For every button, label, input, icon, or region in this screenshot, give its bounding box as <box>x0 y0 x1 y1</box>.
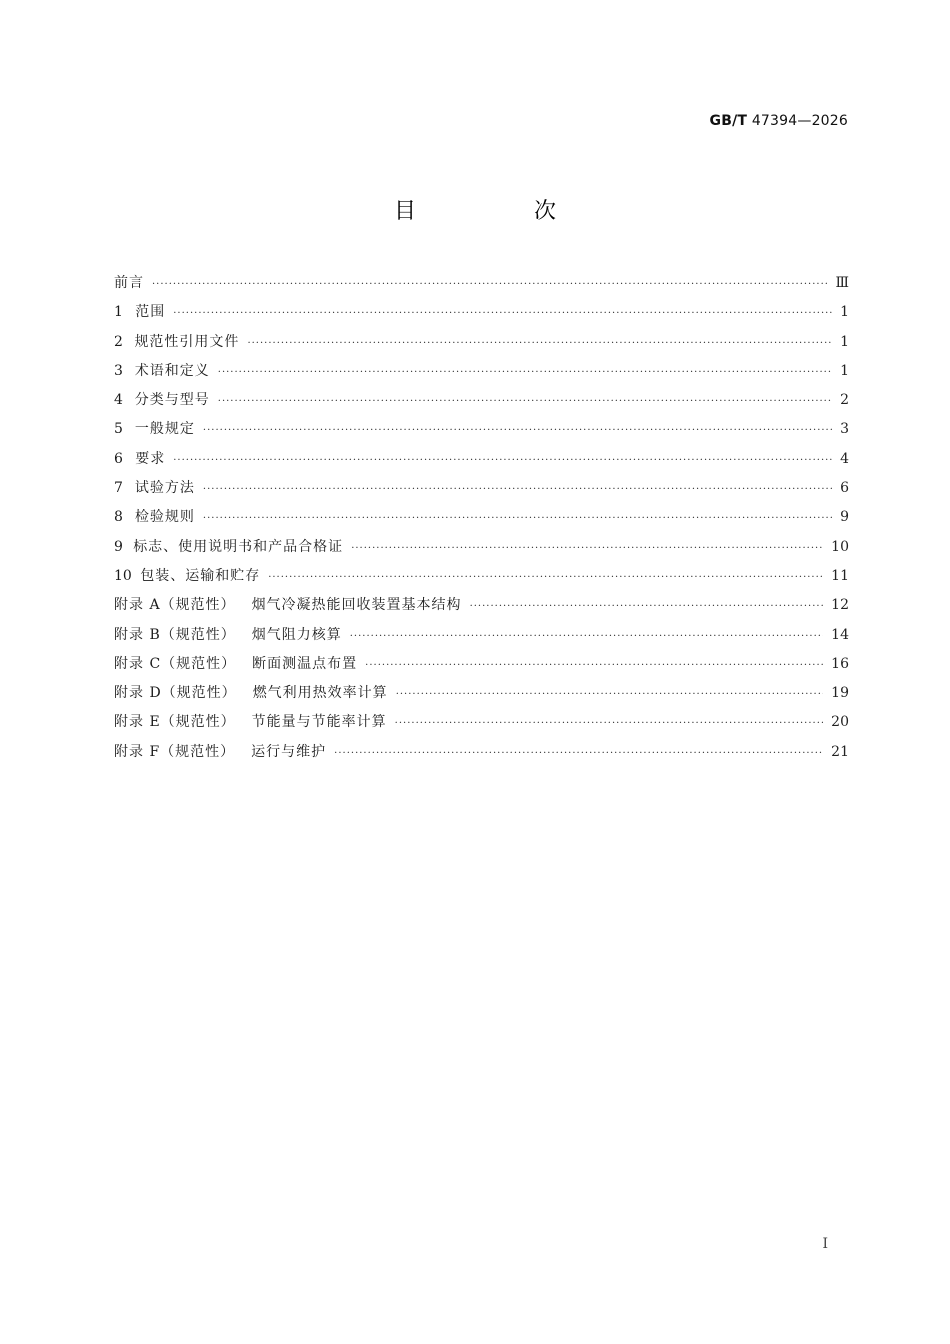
toc-entry-annex-tag: 附录 D（规范性） <box>114 685 237 702</box>
standard-code <box>710 113 848 129</box>
toc-leader-dots <box>203 475 832 504</box>
toc-entry[interactable] <box>114 357 849 386</box>
toc-leader-dots <box>334 739 823 768</box>
toc-entry-number: 10 <box>114 567 132 584</box>
toc-leader-dots <box>350 622 823 651</box>
toc-leader-dots <box>152 270 827 299</box>
toc-entry-page: 12 <box>831 597 849 614</box>
toc-entry-page: 11 <box>831 567 849 584</box>
toc-entry[interactable] <box>114 533 849 562</box>
toc-entry-number: 5 <box>114 421 123 438</box>
toc-entry-annex-tag: 附录 A（规范性） <box>114 597 236 614</box>
toc-leader-dots <box>218 387 832 416</box>
toc-leader-dots <box>173 299 832 328</box>
toc-entry-label: 规范性引用文件 <box>134 333 240 350</box>
toc-leader-dots <box>173 446 832 475</box>
toc-entry[interactable] <box>114 650 849 679</box>
toc-entry[interactable] <box>114 708 849 737</box>
toc-entry[interactable] <box>114 269 849 298</box>
toc-entry-number: 7 <box>114 480 123 497</box>
toc-entry-label: 烟气冷凝热能回收装置基本结构 <box>251 597 462 614</box>
toc-entry[interactable] <box>114 445 849 474</box>
toc-entry-label: 要求 <box>135 450 166 467</box>
toc-entry-number: 4 <box>114 392 123 409</box>
toc-entry-label: 检验规则 <box>134 509 195 526</box>
toc-entry[interactable] <box>114 679 849 708</box>
toc-entry-page: 21 <box>831 743 849 760</box>
toc-entry-label: 一般规定 <box>134 421 195 438</box>
toc-leader-dots <box>203 416 832 445</box>
standard-number: 47394—2026 <box>751 113 848 129</box>
page-number: I <box>822 1236 828 1252</box>
toc-entry[interactable] <box>114 298 849 327</box>
toc-entry-number: 9 <box>114 538 123 555</box>
toc-entry[interactable] <box>114 415 849 444</box>
toc-entry-number: 1 <box>114 304 123 321</box>
toc-entry-page: 1 <box>840 362 849 379</box>
toc-entry-page: 3 <box>840 421 849 438</box>
toc-leader-dots <box>203 504 832 533</box>
toc-entry-number: 3 <box>114 362 123 379</box>
toc-entry-annex-tag: 附录 F（规范性） <box>114 743 236 760</box>
toc-entry-page: 9 <box>840 509 849 526</box>
standard-prefix: GB/T <box>709 113 748 129</box>
toc-entry[interactable] <box>114 386 849 415</box>
toc-entry-label: 烟气阻力核算 <box>251 626 342 643</box>
toc-entry-page: 20 <box>831 714 849 731</box>
toc-entry-page: 1 <box>840 333 849 350</box>
table-of-contents <box>114 269 849 767</box>
toc-entry-page: 16 <box>831 655 849 672</box>
toc-entry-label: 范围 <box>135 304 166 321</box>
toc-leader-dots <box>396 680 823 709</box>
toc-leader-dots <box>395 709 824 738</box>
toc-entry-page: 10 <box>831 538 849 555</box>
toc-leader-dots <box>218 358 832 387</box>
toc-entry-annex-tag: 附录 E（规范性） <box>114 714 236 731</box>
toc-entry-label: 试验方法 <box>134 480 195 497</box>
toc-entry-number: 2 <box>114 333 123 350</box>
toc-entry-page: 14 <box>831 626 849 643</box>
toc-entry-number: 8 <box>114 509 123 526</box>
toc-entry-page: 1 <box>840 304 849 321</box>
toc-entry-annex-tag: 附录 C（规范性） <box>114 655 237 672</box>
page-title: 目 次 <box>393 199 604 224</box>
toc-entry[interactable] <box>114 562 849 591</box>
toc-leader-dots <box>268 563 823 592</box>
toc-entry-page: 2 <box>840 392 849 409</box>
toc-entry[interactable] <box>114 621 849 650</box>
toc-entry-label: 断面测温点布置 <box>252 655 358 672</box>
toc-entry-annex-tag: 附录 B（规范性） <box>114 626 236 643</box>
toc-entry-number: 6 <box>114 450 123 467</box>
toc-entry-label: 标志、使用说明书和产品合格证 <box>133 538 344 555</box>
toc-leader-dots <box>247 329 832 358</box>
toc-entry-label: 前言 <box>114 275 144 291</box>
toc-entry-label: 分类与型号 <box>134 392 210 409</box>
toc-entry-label: 燃气利用热效率计算 <box>252 685 388 702</box>
toc-entry-label: 术语和定义 <box>134 362 210 379</box>
toc-entry-label: 运行与维护 <box>251 743 327 760</box>
toc-entry-page: Ⅲ <box>835 275 849 291</box>
toc-entry[interactable] <box>114 328 849 357</box>
toc-entry-label: 包装、运输和贮存 <box>140 567 261 584</box>
toc-leader-dots <box>365 651 823 680</box>
toc-entry[interactable] <box>114 474 849 503</box>
toc-entry-page: 4 <box>840 450 849 467</box>
toc-entry-page: 19 <box>831 685 849 702</box>
toc-entry[interactable] <box>114 591 849 620</box>
toc-entry-page: 6 <box>840 480 849 497</box>
toc-entry-label: 节能量与节能率计算 <box>251 714 387 731</box>
toc-leader-dots <box>351 534 823 563</box>
toc-entry[interactable] <box>114 503 849 532</box>
toc-leader-dots <box>470 592 824 621</box>
toc-entry[interactable] <box>114 738 849 767</box>
